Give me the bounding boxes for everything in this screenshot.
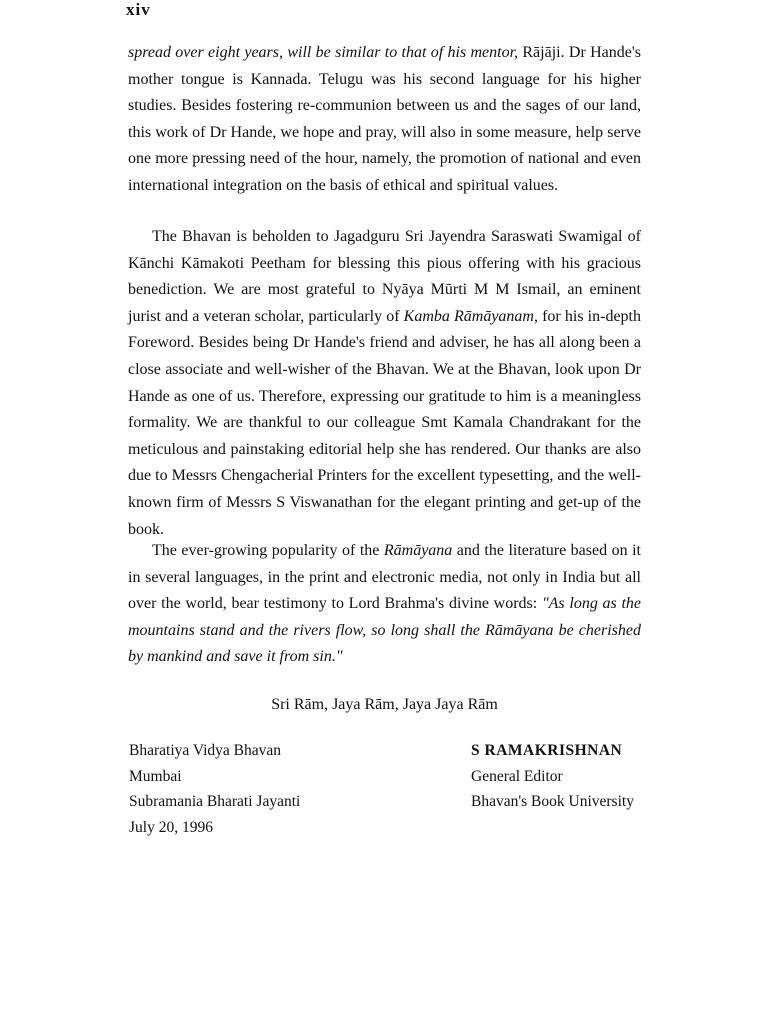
text-segment: "As long as the mountains stand and the rivers flow, so long shall the Rāmāyana be cherished by mankind and save it from sin."	[128, 595, 642, 666]
signature-left-line: Mumbai	[129, 767, 182, 785]
signature-left-line: Subramania Bharati Jayanti	[129, 793, 301, 811]
text-segment: The Bhavan is beholden to Jagadguru Sri Jayendra Saraswati Swamigal of Kānchi Kāmakoti Peetham for blessing this pious offering with his gracious benediction. We are most grateful to Nyāya Mūrti M M Ismail, an eminent jurist and a veteran scholar, particularly of	[128, 228, 641, 325]
page-number: xiv	[126, 0, 151, 19]
editor-name: S RAMAKRISHNAN	[471, 742, 623, 759]
text-segment: and the literature based on it in several languages, in the print and electronic media, not only in India but all over the world, bear testimony to Lord Brahma's divine words:	[128, 542, 641, 613]
signature-editor	[471, 738, 634, 815]
text-segment: , for his in-depth Foreword. Besides being Dr Hande's friend and adviser, he has all along been a close associate and well-wisher of the Bhavan. We at the Bhavan, look upon Dr Hande as one of us. Therefore, expressing our gratitude to him is a meaningless formality. We are thankful to our colleague Smt Kamala Chandrakant for the meticulous and painstaking editorial help she has rendered. Our thanks are also due to Messrs Chengacherial Printers for the excellent typesetting, and the well-known firm of Messrs S Viswanathan for the elegant printing and get-up of the book.	[128, 307, 641, 538]
editor-organization: Bhavan's Book University	[471, 793, 634, 811]
text-segment: Rāmāyana	[383, 542, 453, 559]
paragraph	[128, 224, 641, 543]
signature-left-line: Bharatiya Vidya Bhavan	[129, 742, 282, 759]
paragraph	[128, 538, 641, 671]
paragraph	[128, 40, 641, 200]
signature-place-date	[129, 738, 300, 840]
invocation: Sri Rām, Jaya Rām, Jaya Jaya Rām	[271, 696, 498, 713]
signature-left-line: July 20, 1996	[129, 818, 213, 836]
editor-title: General Editor	[471, 767, 563, 785]
text-segment: Kamba Rāmāyanam	[403, 307, 534, 325]
text-segment: Rājāji. Dr Hande's mother tongue is Kannada. Telugu was his second language for his higher studies. Besides fostering re-communion between us and the sages of our land, this work of Dr Hande, we hope and pray, will also in some measure, help serve one more pressing need of the hour, namely, the promotion of national and even international integration on the basis of ethical and spiritual values.	[128, 44, 641, 194]
text-segment: spread over eight years, will be similar to that of his mentor,	[128, 44, 519, 61]
text-segment: The ever-growing popularity of the	[152, 542, 384, 559]
